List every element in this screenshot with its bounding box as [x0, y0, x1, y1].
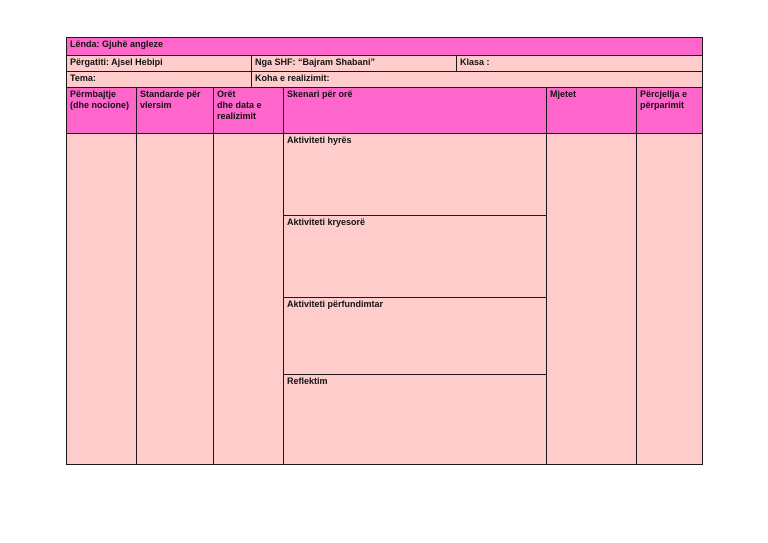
column-header-standards: Standarde për vlersim: [136, 87, 214, 134]
activity-intro-cell[interactable]: Aktiviteti hyrës: [283, 133, 547, 216]
progress-column[interactable]: [636, 133, 703, 465]
class-cell: Klasa :: [456, 55, 703, 72]
column-header-scenario: Skenari për orë: [283, 87, 547, 134]
reflection-cell[interactable]: Reflektim: [283, 374, 547, 465]
column-header-hours: Orët dhe data e realizimit: [213, 87, 284, 134]
time-cell: Koha e realizimit:: [251, 71, 703, 88]
school-cell: Nga SHF: “Bajram Shabani”: [251, 55, 457, 72]
column-header-progress: Përcjellja e përparimit: [636, 87, 703, 134]
activity-final-cell[interactable]: Aktiviteti përfundimtar: [283, 297, 547, 375]
hours-column[interactable]: [213, 133, 284, 465]
standards-column[interactable]: [136, 133, 214, 465]
column-header-content: Përmbajtje (dhe nocione): [66, 87, 137, 134]
tools-column[interactable]: [546, 133, 637, 465]
lesson-plan-form: [66, 37, 703, 465]
column-header-tools: Mjetet: [546, 87, 637, 134]
prepared-by-cell: Përgatiti: Ajsel Hebipi: [66, 55, 252, 72]
content-column[interactable]: [66, 133, 137, 465]
subject-cell: Lënda: Gjuhë angleze: [66, 37, 703, 56]
activity-main-cell[interactable]: Aktiviteti kryesorë: [283, 215, 547, 298]
topic-cell: Tema:: [66, 71, 252, 88]
